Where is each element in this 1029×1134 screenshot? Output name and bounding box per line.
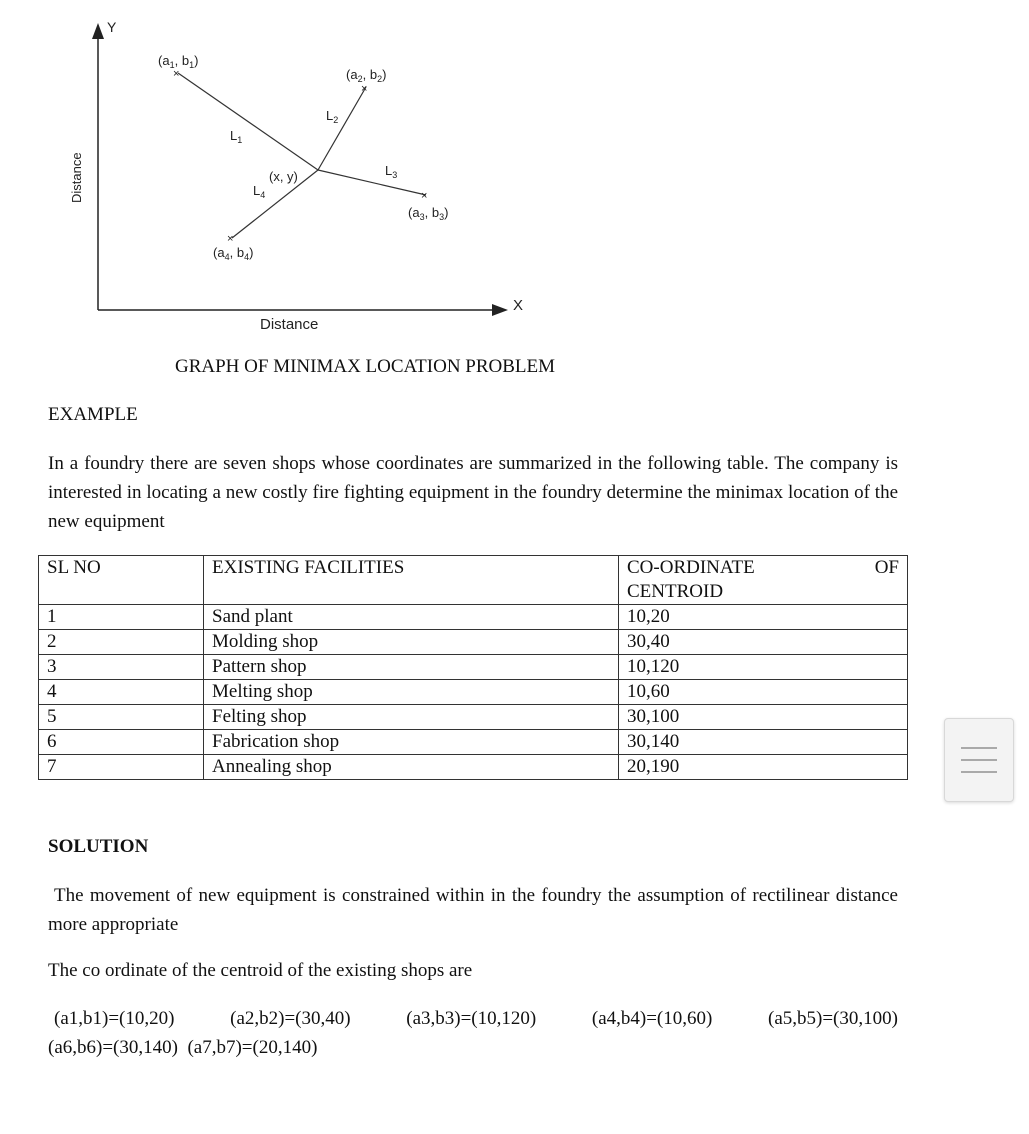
minimax-location-diagram: [60, 15, 580, 345]
line-label-l3: $L_3$: [385, 163, 398, 180]
table-row: [39, 605, 908, 630]
cell-sl: 5: [39, 705, 204, 730]
line-label-l2: $L_2$: [326, 108, 339, 125]
centroid-2: (a2,b2)=(30,40): [230, 1008, 351, 1029]
x-axis-arrow: [492, 304, 508, 316]
table-header-row: [39, 556, 908, 605]
y-axis-arrow: [92, 23, 104, 39]
cell-facility: Felting shop: [204, 705, 619, 730]
point-label-a3b3: ($a_3$, $b_3$): [408, 205, 449, 222]
cell-coordinate: 30,40: [619, 630, 908, 655]
cell-facility: Pattern shop: [204, 655, 619, 680]
cell-sl: 4: [39, 680, 204, 705]
centroid-row-1: [48, 1004, 898, 1033]
centroid-5: (a5,b5)=(30,100): [768, 1008, 898, 1029]
line-label-l1: $L_1$: [230, 128, 243, 145]
point-mark-4: ×: [227, 233, 234, 245]
table-row: [39, 655, 908, 680]
cell-sl: 6: [39, 730, 204, 755]
header-centroid-part-c: CENTROID: [627, 581, 724, 602]
line-l3: [318, 170, 426, 195]
cell-coordinate: 10,20: [619, 605, 908, 630]
y-axis-label: Distance: [69, 152, 84, 203]
solution-paragraph: The movement of new equipment is constrained within in the foundry the assumption of rectilinear distance more appropriate: [48, 885, 898, 935]
table-row: [39, 630, 908, 655]
example-paragraph: In a foundry there are seven shops whose coordinates are summarized in the following table. The company is interested in locating a new costly fire fighting equipment in the foundry determine the minimax location of the new equipment: [48, 453, 898, 532]
centroid-row-2: [48, 1033, 898, 1062]
line-label-l4: $L_4$: [253, 183, 266, 200]
header-centroid-part-a: CO-ORDINATE: [627, 557, 755, 578]
table-row: [39, 730, 908, 755]
center-point-label: (x, y): [269, 169, 298, 184]
cell-facility: Sand plant: [204, 605, 619, 630]
point-label-a1b1: ($a_1$, $b_1$): [158, 53, 199, 70]
solution-heading: SOLUTION: [48, 836, 149, 857]
table-row: [39, 705, 908, 730]
cell-facility: Annealing shop: [204, 755, 619, 780]
cell-coordinate: 10,60: [619, 680, 908, 705]
x-axis-label: Distance: [260, 316, 319, 333]
example-heading: EXAMPLE: [48, 404, 138, 425]
point-mark-3: ×: [421, 190, 428, 202]
point-label-a2b2: ($a_2$, $b_2$): [346, 67, 387, 84]
cell-coordinate: 20,190: [619, 755, 908, 780]
cell-coordinate: 30,140: [619, 730, 908, 755]
x-axis-letter: X: [513, 297, 524, 314]
menu-lines-icon: [959, 743, 999, 777]
cell-sl: 7: [39, 755, 204, 780]
centroid-intro: The co ordinate of the centroid of the existing shops are: [48, 960, 473, 981]
header-sl-no: SL NO: [39, 556, 204, 605]
point-mark-2: ×: [361, 83, 368, 95]
table-row: [39, 680, 908, 705]
centroid-4: (a4,b4)=(10,60): [591, 1008, 713, 1029]
cell-coordinate: 30,100: [619, 705, 908, 730]
facilities-table: [38, 555, 908, 780]
header-existing-facilities: EXISTING FACILITIES: [204, 556, 619, 605]
point-label-a4b4: ($a_4$, $b_4$): [213, 245, 254, 262]
point-mark-1: ×: [173, 68, 180, 80]
cell-sl: 3: [39, 655, 204, 680]
centroid-3: (a3,b3)=(10,120): [406, 1008, 537, 1029]
cell-facility: Fabrication shop: [204, 730, 619, 755]
cell-sl: 1: [39, 605, 204, 630]
cell-sl: 2: [39, 630, 204, 655]
cell-facility: Molding shop: [204, 630, 619, 655]
table-row: [39, 755, 908, 780]
line-l2: [318, 87, 366, 170]
y-axis-letter: Y: [107, 19, 117, 35]
figure-caption: GRAPH OF MINIMAX LOCATION PROBLEM: [175, 356, 556, 377]
side-menu-button[interactable]: [944, 718, 1014, 802]
cell-facility: Melting shop: [204, 680, 619, 705]
centroid-list: [48, 1004, 898, 1062]
header-centroid-part-b: OF: [874, 557, 899, 578]
centroid-6: (a6,b6)=(30,140): [48, 1037, 178, 1058]
centroid-7: (a7,b7)=(20,140): [187, 1037, 318, 1058]
centroid-1: (a1,b1)=(10,20): [54, 1008, 175, 1029]
header-centroid: [619, 556, 908, 605]
cell-coordinate: 10,120: [619, 655, 908, 680]
line-l1: [178, 73, 318, 170]
